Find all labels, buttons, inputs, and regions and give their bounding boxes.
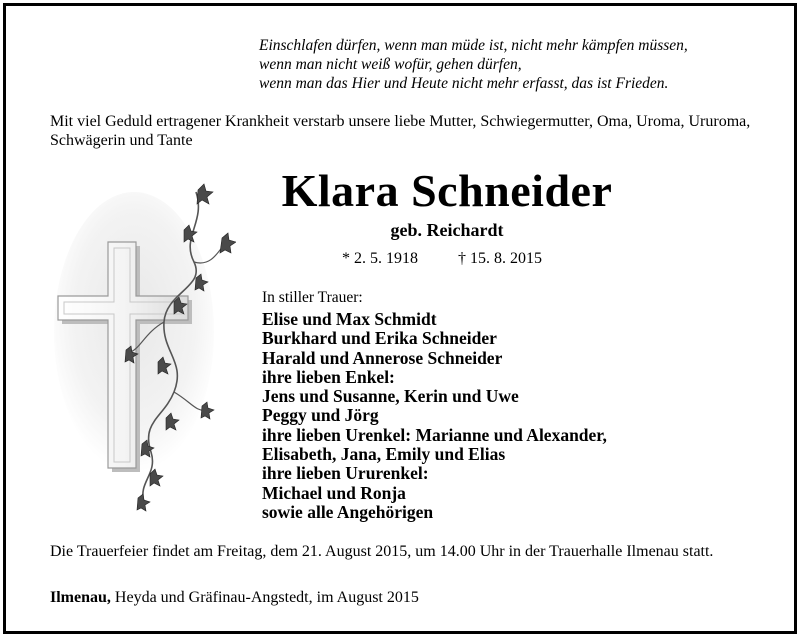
deceased-name: Klara Schneider [281,165,613,216]
mourner-line: ihre lieben Ururenkel: [262,463,429,484]
funeral-notice: Die Trauerfeier findet am Freitag, dem 21. August 2015, um 14.00 Uhr in der Trauerhalle Ilmenau statt. [50,543,714,560]
mourner-line: ihre lieben Urenkel: Marianne und Alexander, [262,424,607,445]
poem-line-2: wenn man nicht weiß wofür, gehen dürfen, [259,56,522,73]
mourner-line: Elisabeth, Jana, Emily und Elias [262,444,506,465]
birth-name: geb. Reichardt [390,220,504,240]
intro-text: Mit viel Geduld ertragener Krankheit verstarb unsere liebe Mutter, Schwiegermutter, Oma, Uroma, Ururoma, Schwägerin und Tante [50,113,751,149]
place-rest: Heyda und Gräfinau-Angstedt, im August 2015 [110,589,419,606]
place-city: Ilmenau, [50,589,111,606]
life-dates [342,250,542,268]
poem-line-1: Einschlafen dürfen, wenn man müde ist, nicht mehr kämpfen müssen, [259,37,688,54]
mourner-line: Jens und Susanne, Kerin und Uwe [262,386,519,407]
poem [259,36,688,93]
mourner-line: Burkhard und Erika Schneider [262,328,497,349]
mourner-line: Peggy und Jörg [262,405,379,426]
obituary-frame [3,3,797,634]
mourner-line: ihre lieben Enkel: [262,366,395,387]
poem-line-3: wenn man das Hier und Heute nicht mehr erfasst, das ist Frieden. [259,75,669,92]
place-date-line [50,589,419,607]
mourner-line: Elise und Max Schmidt [262,309,437,329]
death-date: † 15. 8. 2015 [458,250,542,267]
mourner-line: Harald und Annerose Schneider [262,347,503,368]
mourners-list [262,310,607,522]
mourning-label: In stiller Trauer: [262,289,363,306]
mourner-line: Michael und Ronja [262,482,406,503]
mourner-line: sowie alle Angehörigen [262,501,434,522]
birth-date: * 2. 5. 1918 [342,250,418,267]
